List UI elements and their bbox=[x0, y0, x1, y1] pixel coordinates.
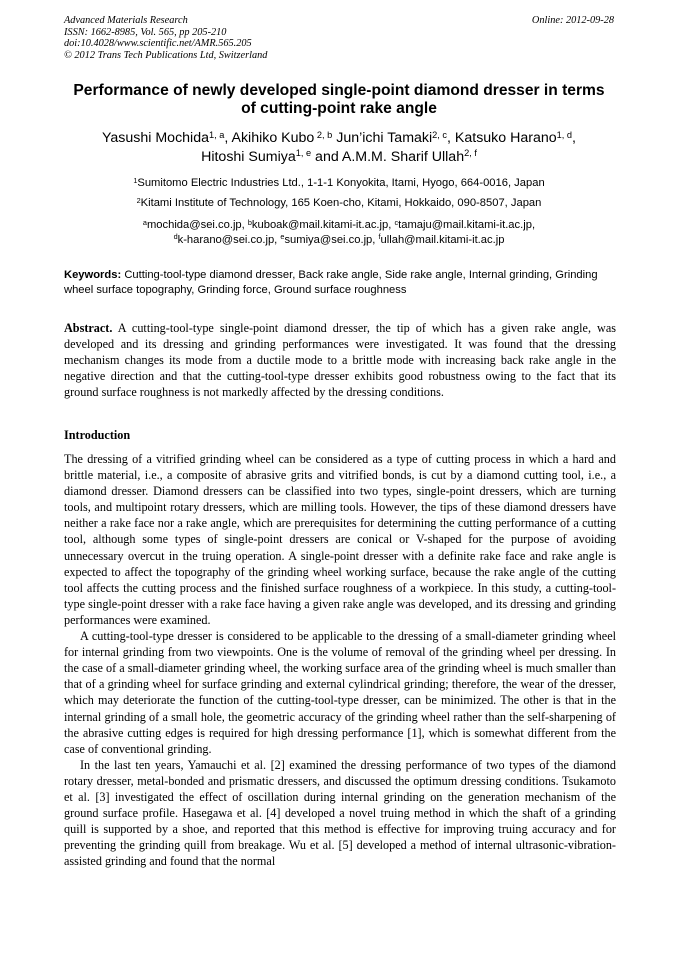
affiliation-mark: 2 bbox=[136, 195, 141, 205]
email-line-1 bbox=[40, 218, 638, 233]
author-separator: , bbox=[224, 130, 232, 146]
email-address[interactable]: tamaju@mail.kitami-it.ac.jp, bbox=[398, 219, 536, 231]
affiliation-text: Sumitomo Electric Industries Ltd., 1-1-1 Konyokita, Itami, Hyogo, 664-0016, Japan bbox=[137, 177, 545, 189]
affiliation-mark: 1 bbox=[133, 175, 138, 185]
author-affiliation-mark: 2, c bbox=[432, 129, 448, 140]
author-name: A.M.M. Sharif Ullah bbox=[341, 148, 465, 165]
journal-header bbox=[64, 15, 484, 61]
copyright-line: © 2012 Trans Tech Publications Ltd, Switzerland bbox=[64, 49, 268, 61]
paragraph: A cutting-tool-type dresser is considered to be applicable to the dressing of a small-diameter grinding wheel for internal grinding from two viewpoints. One is the volume of removal of the grinding wheel per dressing. In the case of a small-diameter grinding wheel, the working surface area of the grinding wheel is much smaller than that of a grinding wheel for surface grinding and external cylindrical grinding; therefore, the wear of the dresser, which may deteriorate the function of the cutting-tool-type dresser, can be minimized. The other is that in the internal grinding of a small hole, the geometric accuracy of the grinding wheel rather than the self-sharpening of the abrasive cutting edges is required for high dressing performance [1], which is somewhat different from the case of conventional grinding. bbox=[64, 629, 616, 756]
email-mark: e bbox=[280, 232, 285, 242]
paper-title bbox=[40, 82, 638, 118]
author-affiliation-mark: 1, e bbox=[295, 148, 312, 159]
paragraph: In the last ten years, Yamauchi et al. [2] examined the dressing performance of two types of the diamond rotary dresser, metal-bonded and prismatic dressers, and discussed the optimum dressing conditions. Tsukamoto et al. [3] investigated the effect of oscillation during internal grinding on the generation mechanism of the ground surface profile. Hasegawa et al. [4] developed a novel truing method in which the shaft of a grinding quill is supported by a shoe, and reported that this method is effective for improving truing accuracy and for preventing the grinding quill from breakage. Wu et al. [5] developed a method of internal ultrasonic-vibration-assisted grinding and found that the normal bbox=[64, 757, 616, 869]
keywords-label: Keywords: bbox=[64, 269, 122, 281]
introduction-body bbox=[64, 451, 616, 869]
title-line-2: of cutting-point rake angle bbox=[241, 100, 437, 117]
email-mark: f bbox=[378, 232, 381, 242]
author-list bbox=[40, 129, 638, 166]
author-separator: and bbox=[311, 148, 342, 165]
abstract-label: Abstract. bbox=[64, 321, 113, 335]
doi-line[interactable]: doi:10.4028/www.scientific.net/AMR.565.205 bbox=[64, 38, 252, 50]
email-mark: a bbox=[142, 217, 147, 227]
email-mark: d bbox=[173, 232, 178, 242]
author-line-1 bbox=[40, 129, 638, 148]
email-address[interactable]: k-harano@sei.co.jp, bbox=[177, 233, 281, 246]
author-affiliation-mark: 1, d bbox=[556, 129, 573, 140]
author-affiliation-mark: 2, b bbox=[314, 129, 333, 140]
author-affiliation-mark: 1, a bbox=[209, 129, 225, 140]
author-name: Hitoshi Sumiya bbox=[201, 148, 296, 165]
email-list bbox=[40, 218, 638, 247]
email-address[interactable]: kuboak@mail.kitami-it.ac.jp, bbox=[251, 219, 395, 231]
email-address[interactable]: ullah@mail.kitami-it.ac.jp bbox=[380, 233, 505, 246]
online-date-header bbox=[532, 15, 614, 27]
affiliation-text: Kitami Institute of Technology, 165 Koen-cho, Kitami, Hokkaido, 090-8507, Japan bbox=[140, 197, 542, 209]
author-separator: , bbox=[572, 130, 576, 146]
online-date: Online: 2012-09-28 bbox=[531, 15, 614, 26]
author-line-2 bbox=[40, 148, 638, 167]
author-name: Jun’ichi Tamaki bbox=[336, 130, 433, 146]
author-name: Katsuko Harano bbox=[454, 130, 557, 146]
email-mark: c bbox=[394, 217, 399, 227]
keywords bbox=[64, 268, 616, 298]
email-address[interactable]: sumiya@sei.co.jp, bbox=[284, 233, 379, 246]
abstract-text: A cutting-tool-type single-point diamond dresser, the tip of which has a given rake angle, was developed and its dressing and grinding performances were investigated. It was found that the dressing mechanism changes its mode from a ductile mode to a brittle mode with increasing back rake angle in the negative direction and that the cutting-tool-type dresser exhibits good robustness owing to the fact that its ground surface roughness is not markedly affected by the dressing conditions. bbox=[64, 321, 616, 400]
title-line-1: Performance of newly developed single-point diamond dresser in terms bbox=[73, 82, 605, 99]
affiliation-1 bbox=[40, 176, 638, 190]
keywords-text: Cutting-tool-type diamond dresser, Back rake angle, Side rake angle, Internal grinding, Grinding wheel surface topography, Grinding force, Ground surface roughness bbox=[64, 269, 598, 296]
email-address[interactable]: mochida@sei.co.jp, bbox=[146, 219, 248, 231]
journal-name: Advanced Materials Research bbox=[64, 15, 188, 26]
author-name: Akihiko Kubo bbox=[231, 130, 315, 146]
email-line-2 bbox=[40, 233, 638, 248]
author-name: Yasushi Mochida bbox=[102, 130, 209, 146]
affiliation-2 bbox=[40, 196, 638, 210]
abstract bbox=[64, 320, 616, 400]
paragraph: The dressing of a vitrified grinding wheel can be considered as a type of cutting process in which a hard and brittle material, i.e., a composite of abrasive grits and vitrified bonds, is cut by a diamond cutting tool, i.e., a diamond dresser. Diamond dressers can be classified into two types, single-point dressers, which are turning tools, and multipoint rotary dressers, which are milling tools. However, the tips of these diamond dressers have neither a rake face nor a rake angle, which are prerequisites for determining the cutting performance of a cutting tool, although some types of single-point dressers are conical or V-shaped for the purpose of avoiding unnecessary overcut in the truing operation. A single-point dresser with a definite rake face and rake angle is expected to affect the topography of the grinding wheel working surface, because the rake angle of the cutting tool affects the cutting process and the finished surface roughness of a workpiece. In this study, a cutting-tool-type single-point dresser with a rake face having a given rake angle was developed, and its dressing and grinding performances were examined. bbox=[64, 452, 616, 627]
author-separator: , bbox=[447, 130, 455, 146]
issn-line: ISSN: 1662-8985, Vol. 565, pp 205-210 bbox=[64, 26, 227, 38]
email-mark: b bbox=[247, 217, 252, 227]
introduction-heading: Introduction bbox=[64, 428, 131, 442]
author-affiliation-mark: 2, f bbox=[464, 148, 477, 159]
